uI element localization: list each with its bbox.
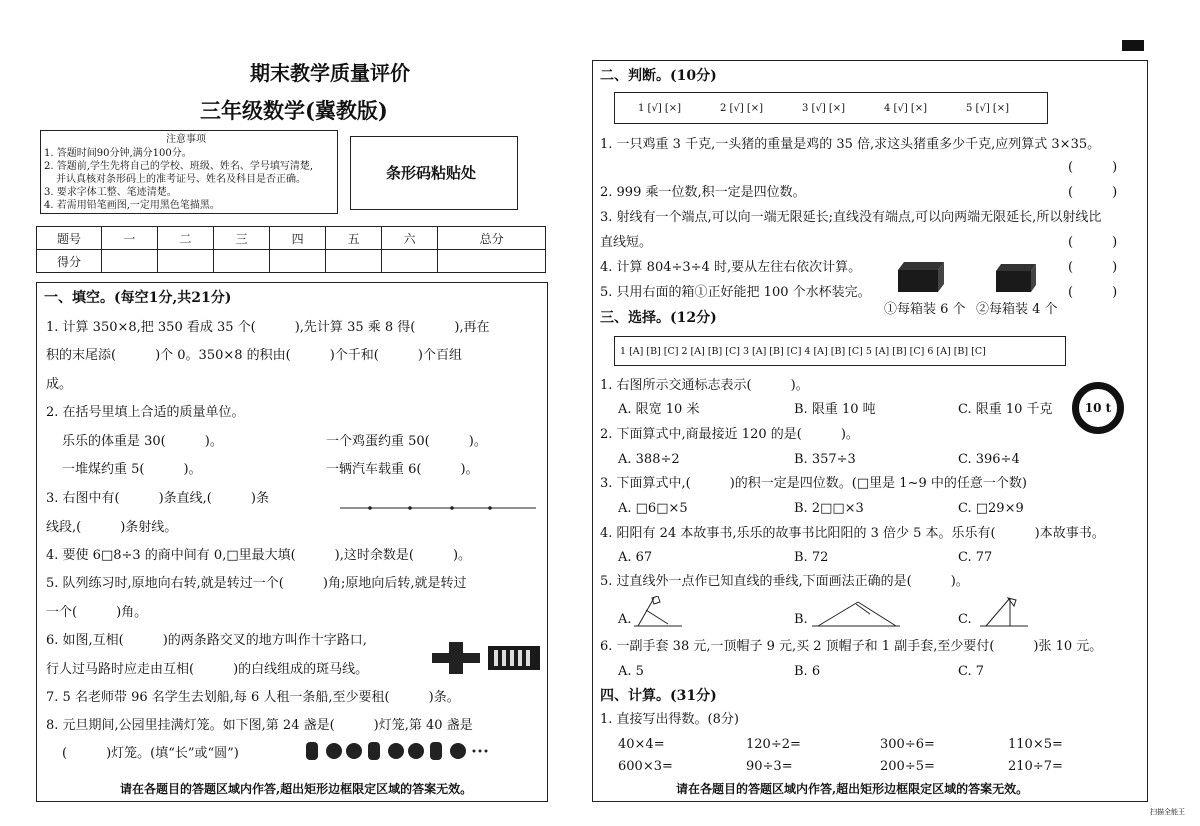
q1-line1: 1. 计算 350×8,把 350 看成 35 个( ),先计算 35 乘 8 得( ),再在: [46, 320, 490, 335]
section1-title: 一、填空。(每空1分,共21分): [44, 290, 232, 306]
score-cell[interactable]: [382, 250, 438, 273]
judge-item: 4. 计算 804÷3÷4 时,要从左往右依次计算。: [600, 260, 862, 275]
judge-answer[interactable]: 5 [√] [×]: [966, 103, 1010, 114]
judge-answer[interactable]: 4 [√] [×]: [884, 103, 928, 114]
exam-title: 期末教学质量评价: [250, 61, 410, 85]
notice-item: 并认真核对条形码上的准考证号、姓名及科目是否正确。: [56, 174, 306, 185]
choice-option: B. 72: [794, 550, 829, 565]
box-label: ②每箱装 4 个: [976, 302, 1058, 317]
choice-option: C. 396÷4: [958, 452, 1020, 467]
answer-paren[interactable]: ( ): [1068, 160, 1118, 175]
notice-item: 2. 答题前,学生先将自己的学校、班级、姓名、学号填写清楚,: [44, 161, 314, 172]
score-cell[interactable]: [438, 250, 546, 273]
q5-line2: 一个( )角。: [46, 605, 148, 620]
q6-line1: 6. 如图,互相( )的两条路交叉的地方叫作十字路口,: [46, 633, 367, 648]
box-label: ①每箱装 6 个: [884, 302, 966, 317]
score-header: 三: [214, 227, 270, 250]
traffic-sign-text: 10 t: [1084, 401, 1112, 415]
q2-item: 一堆煤约重 5( )。: [62, 462, 202, 477]
score-header: 一: [102, 227, 158, 250]
score-header: 二: [158, 227, 214, 250]
perpendicular-option-a-image: [634, 596, 684, 628]
q2-item: 一辆汽车载重 6( )。: [326, 462, 479, 477]
calc-item: 40×4=: [618, 737, 665, 752]
choice-option: B. 6: [794, 664, 821, 679]
calc-item: 200÷5=: [880, 759, 935, 774]
score-table: [36, 226, 546, 273]
answer-paren[interactable]: ( ): [1068, 260, 1118, 275]
judge-answer[interactable]: 2 [√] [×]: [720, 103, 764, 114]
notice-item: 1. 答题时间90分钟,满分100分。: [44, 148, 192, 159]
score-header: 总分: [438, 227, 546, 250]
choice-answers[interactable]: 1 [A] [B] [C] 2 [A] [B] [C] 3 [A] [B] [C] 4 [A] [B] [C] 5 [A] [B] [C] 6 [A] [B] [C]: [620, 346, 986, 357]
score-header: 五: [326, 227, 382, 250]
score-cell[interactable]: [326, 250, 382, 273]
q5-line1: 5. 队列练习时,原地向右转,就是转过一个( )角;原地向后转,就是转过: [46, 576, 467, 591]
choice-option: A. 5: [618, 664, 644, 679]
choice-stem: 6. 一副手套 38 元,一顶帽子 9 元,买 2 顶帽子和 1 副手套,至少要付( )张 10 元。: [600, 639, 1103, 654]
judge-item: 1. 一只鸡重 3 千克,一头猪的重量是鸡的 35 倍,求这头猪重多少千克,应列算式 3×35。: [600, 137, 1101, 152]
section3-title: 三、选择。(12分): [600, 310, 717, 326]
judge-item: 3. 射线有一个端点,可以向一端无限延长;直线没有端点,可以向两端无限延长,所以射线比: [600, 210, 1102, 225]
q2-item: 乐乐的体重是 30( )。: [62, 434, 223, 449]
choice-option: A. 388÷2: [618, 452, 680, 467]
choice-option: A. □6□×5: [618, 501, 688, 516]
score-cell[interactable]: [102, 250, 158, 273]
choice-stem: 5. 过直线外一点作已知直线的垂线,下面画法正确的是( )。: [600, 574, 969, 589]
q1-line2: 积的末尾添( )个 0。350×8 的积由( )个千和( )个百组: [46, 348, 462, 363]
choice-option: C. 77: [958, 550, 993, 565]
section4-title: 四、计算。(31分): [600, 688, 717, 704]
zebra-crossing-image: [488, 646, 540, 670]
answer-paren[interactable]: ( ): [1068, 185, 1118, 200]
score-header: 题号: [37, 227, 102, 250]
choice-stem: 3. 下面算式中,( )的积一定是四位数。(□里是 1~9 中的任意一个数): [600, 476, 1027, 491]
exam-subtitle: 三年级数学(冀教版): [200, 98, 388, 123]
calc-title: 1. 直接写出得数。(8分): [600, 712, 739, 727]
q1-line3: 成。: [46, 377, 73, 392]
q2-item: 一个鸡蛋约重 50( )。: [326, 434, 487, 449]
q3-line2: 线段,( )条射线。: [46, 520, 178, 535]
lanterns-image: [300, 738, 490, 762]
calc-item: 120÷2=: [746, 737, 801, 752]
answer-paren[interactable]: ( ): [1068, 285, 1118, 300]
q4-line: 4. 要使 6□8÷3 的商中间有 0,□里最大填( ),这时余数是( )。: [46, 548, 472, 563]
score-cell[interactable]: [158, 250, 214, 273]
choice-option: C. 限重 10 千克: [958, 402, 1053, 417]
choice-option: A. 限宽 10 米: [618, 402, 700, 417]
q8-line1: 8. 元旦期间,公园里挂满灯笼。如下图,第 24 盏是( )灯笼,第 40 盏是: [46, 718, 473, 733]
score-header: 四: [270, 227, 326, 250]
score-cell[interactable]: [270, 250, 326, 273]
judge-answer[interactable]: 1 [√] [×]: [638, 103, 682, 114]
section2-title: 二、判断。(10分): [600, 68, 717, 84]
q8-line2: ( )灯笼。(填“长”或“圆”): [62, 746, 239, 761]
q3-line1: 3. 右图中有( )条直线,( )条: [46, 491, 269, 506]
choice-stem: 2. 下面算式中,商最接近 120 的是( )。: [600, 427, 859, 442]
q2-title: 2. 在括号里填上合适的质量单位。: [46, 405, 245, 420]
corner-mark: [1122, 40, 1144, 51]
q6-line2: 行人过马路时应走由互相( )的白线组成的斑马线。: [46, 662, 369, 677]
judge-item: 2. 999 乘一位数,积一定是四位数。: [600, 185, 806, 200]
choice-option: B. 2□□×3: [794, 501, 864, 516]
perpendicular-option-c-image: [980, 596, 1030, 628]
choice-option: A. 67: [618, 550, 653, 565]
calc-item: 300÷6=: [880, 737, 935, 752]
calc-item: 90÷3=: [746, 759, 793, 774]
choice-stem: 1. 右图所示交通标志表示( )。: [600, 378, 809, 393]
judge-item: 直线短。: [600, 235, 653, 250]
q7-line: 7. 5 名老师带 96 名学生去划船,每 6 人租一条船,至少要租( )条。: [46, 690, 460, 705]
score-row-label: 得分: [37, 250, 102, 273]
judge-item: 5. 只用右面的箱①正好能把 100 个水杯装完。: [600, 285, 871, 300]
score-cell[interactable]: [214, 250, 270, 273]
answer-paren[interactable]: ( ): [1068, 235, 1118, 250]
crossroad-image: [432, 642, 480, 674]
notice-item: 3. 要求字体工整、笔迹清楚。: [44, 187, 177, 198]
score-header: 六: [382, 227, 438, 250]
calc-item: 110×5=: [1008, 737, 1063, 752]
choice-option: B. 限重 10 吨: [794, 402, 876, 417]
perpendicular-option-b-image: [812, 598, 902, 628]
traffic-sign-icon: [1072, 382, 1124, 434]
footer-note-right: 请在各题目的答题区域内作答,超出矩形边框限定区域的答案无效。: [676, 782, 1029, 796]
barcode-label: 条形码粘贴处: [386, 164, 477, 182]
choice-option: C. □29×9: [958, 501, 1024, 516]
choice-option: A.: [618, 612, 632, 627]
choice-option: C. 7: [958, 664, 985, 679]
calc-item: 210÷7=: [1008, 759, 1063, 774]
judge-answer[interactable]: 3 [√] [×]: [802, 103, 846, 114]
line-figure: [340, 500, 540, 514]
footer-note-left: 请在各题目的答题区域内作答,超出矩形边框限定区域的答案无效。: [120, 782, 473, 796]
choice-option: B.: [794, 612, 808, 627]
box-1-image: [898, 262, 944, 292]
notice-item: 4. 若需用铅笔画图,一定用黑色笔描黑。: [44, 200, 220, 211]
box-2-image: [996, 264, 1036, 292]
choice-option: C.: [958, 612, 972, 627]
scanner-watermark: 扫描全能王: [1150, 808, 1185, 816]
choice-stem: 4. 阳阳有 24 本故事书,乐乐的故事书比阳阳的 3 倍少 5 本。乐乐有( )本故事书。: [600, 526, 1105, 541]
choice-option: B. 357÷3: [794, 452, 856, 467]
calc-item: 600×3=: [618, 759, 673, 774]
notice-title: 注意事项: [166, 134, 206, 145]
